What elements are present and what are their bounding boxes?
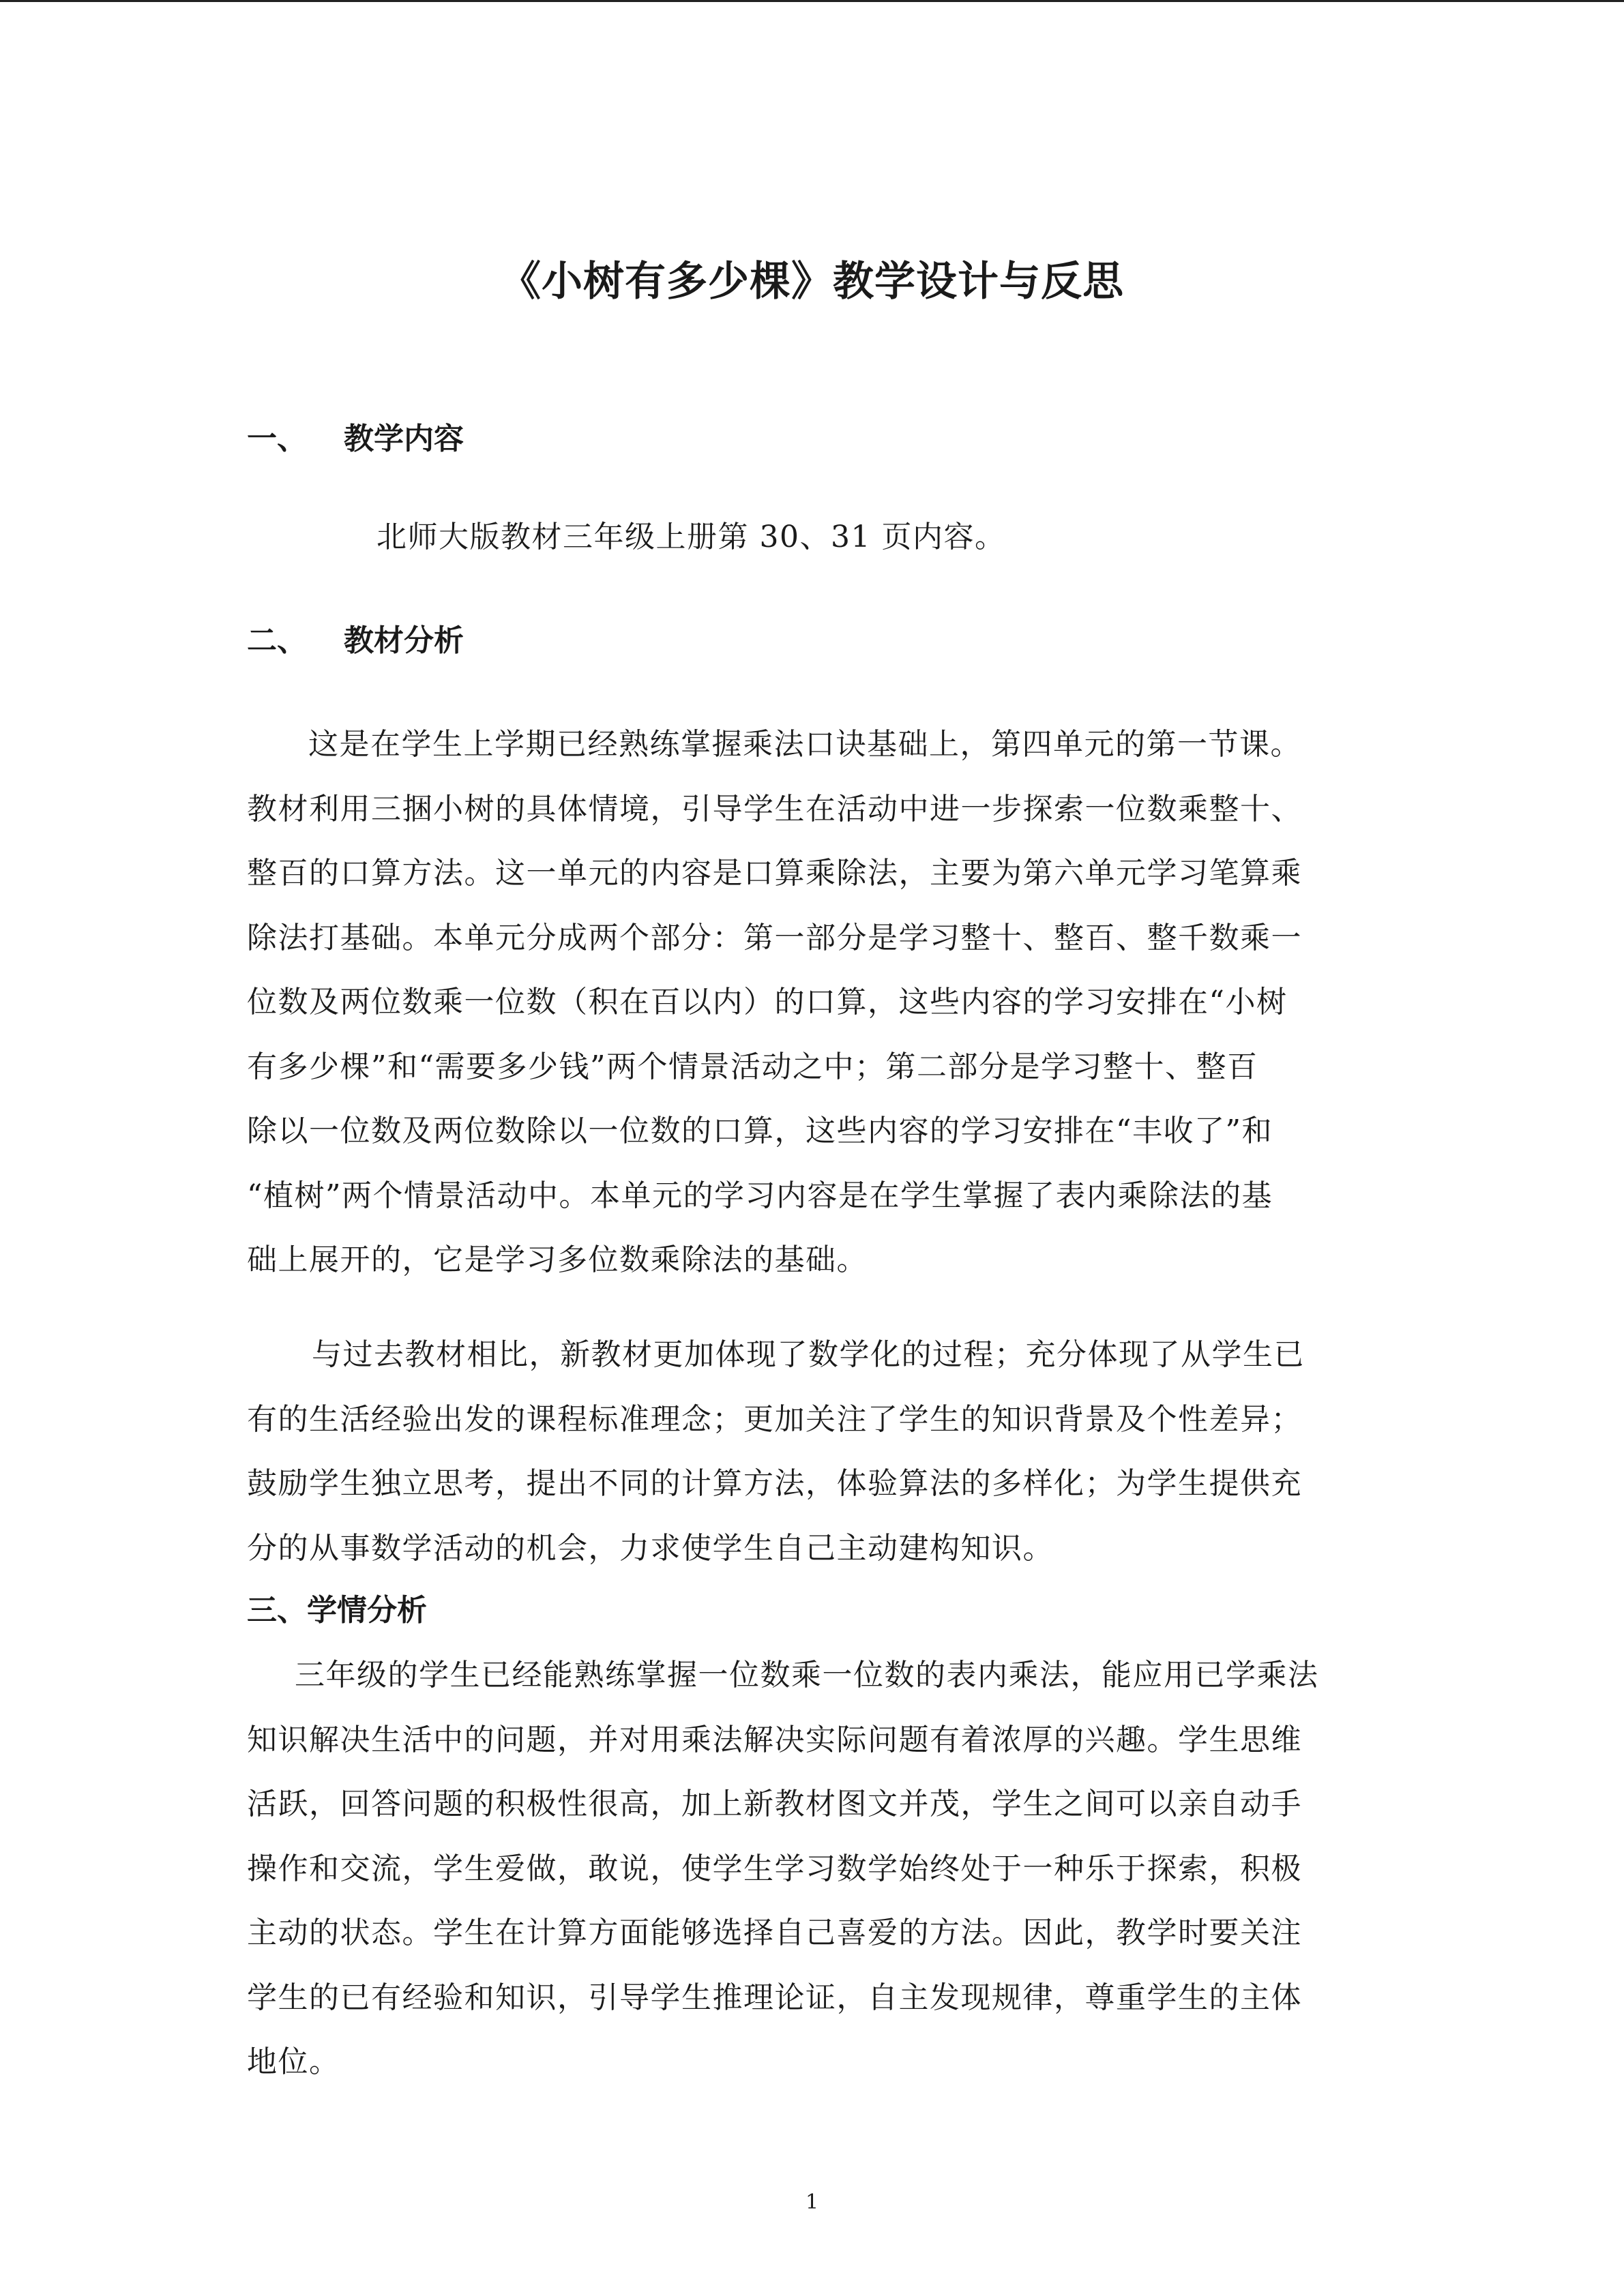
- paragraph-line: 活跃，回答问题的积极性很高，加上新教材图文并茂，学生之间可以亲自动手: [247, 1787, 1302, 1821]
- paragraph-line: 地位。: [247, 2044, 340, 2079]
- section-1-title: 教学内容: [344, 421, 464, 456]
- paragraph-line: 鼓励学生独立思考，提出不同的计算方法，体验算法的多样化；为学生提供充: [247, 1466, 1302, 1501]
- paragraph-line: 学生的已有经验和知识，引导学生推理论证，自主发现规律，尊重学生的主体: [247, 1980, 1302, 2015]
- section-1-number: 一、: [247, 421, 307, 456]
- paragraph-line: 有的生活经验出发的课程标准理念；更加关注了学生的知识背景及个性差异；: [247, 1401, 1302, 1437]
- section-1-text: 北师大版教材三年级上册第 30、31 页内容。: [377, 520, 1006, 554]
- section-3-paragraph: [247, 1643, 1372, 2095]
- paragraph-line: 知识解决生活中的问题，并对用乘法解决实际问题有着浓厚的兴趣。学生思维: [247, 1722, 1302, 1757]
- paragraph-line: 这是在学生上学期已经熟练掌握乘法口诀基础上，第四单元的第一节课。: [308, 727, 1301, 762]
- section-3-heading: 三、学情分析: [247, 1593, 427, 1628]
- paragraph-line: 整百的口算方法。这一单元的内容是口算乘除法，主要为第六单元学习笔算乘: [247, 856, 1302, 891]
- paragraph-line: “植树”两个情景活动中。本单元的学习内容是在学生掌握了表内乘除法的基: [247, 1178, 1273, 1213]
- section-2-title: 教材分析: [344, 623, 464, 658]
- paragraph-line: 有多少棵”和“需要多少钱”两个情景活动之中；第二部分是学习整十、整百: [247, 1049, 1258, 1084]
- paragraph-line: 除法打基础。本单元分成两个部分：第一部分是学习整十、整百、整千数乘一: [247, 920, 1302, 955]
- paragraph-line: 除以一位数及两位数除以一位数的口算，这些内容的学习安排在“丰收了”和: [247, 1114, 1273, 1148]
- section-2-heading: [247, 619, 464, 663]
- paragraph-line: 操作和交流，学生爱做，敢说，使学生学习数学始终处于一种乐于探索，积极: [247, 1851, 1302, 1886]
- section-2-paragraph-1: [247, 713, 1372, 1293]
- section-2-paragraph-2: [247, 1323, 1372, 1581]
- paragraph-line: 主动的状态。学生在计算方面能够选择自己喜爱的方法。因此，教学时要关注: [247, 1915, 1302, 1950]
- page-number: 1: [805, 2190, 819, 2214]
- document-title: 《小树有多少棵》教学设计与反思: [500, 258, 1124, 305]
- paragraph-line: 位数及两位数乘一位数（积在百以内）的口算，这些内容的学习安排在“小树: [247, 985, 1288, 1019]
- paragraph-line: 教材利用三捆小树的具体情境，引导学生在活动中进一步探索一位数乘整十、: [247, 791, 1302, 826]
- section-2-number: 二、: [247, 623, 307, 658]
- paragraph-line: 础上展开的，它是学习多位数乘除法的基础。: [247, 1242, 868, 1277]
- section-1-heading: [247, 417, 464, 461]
- paragraph-line: 三年级的学生已经能熟练掌握一位数乘一位数的表内乘法，能应用已学乘法: [295, 1658, 1319, 1693]
- paragraph-line: 与过去教材相比，新教材更加体现了数学化的过程；充分体现了从学生已: [312, 1337, 1305, 1372]
- paragraph-line: 分的从事数学活动的机会，力求使学生自己主动建构知识。: [247, 1530, 1054, 1566]
- page-top-border: [0, 0, 1624, 2]
